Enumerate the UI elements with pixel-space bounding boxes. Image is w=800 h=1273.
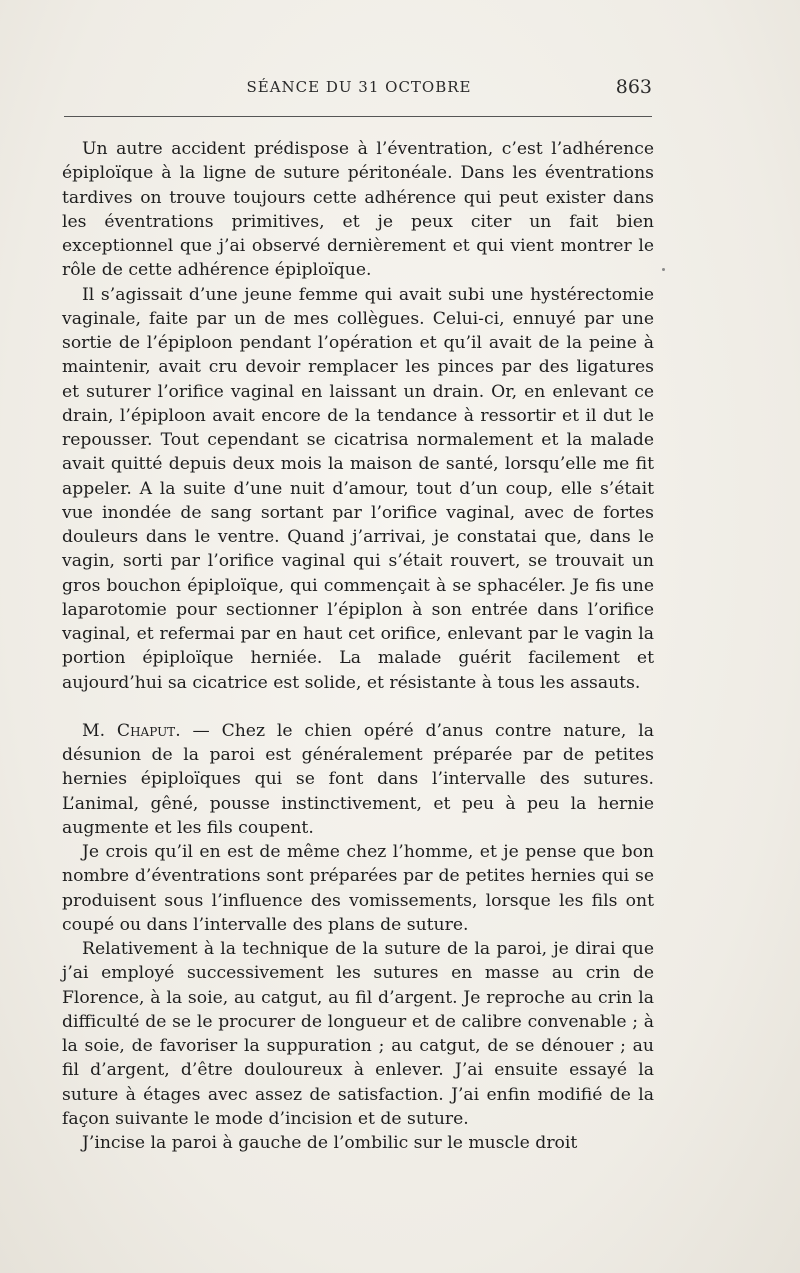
paragraph-3 [62, 719, 654, 840]
paragraph-2: Il s’agissait d’une jeune femme qui avait subi une hystérectomie vaginale, faite par un de mes collègues. Celui-ci, ennuyé par une sortie de l’épiploon pendant l’opération et qu’il avait de la peine à maintenir, avait cru devoir remplacer les pinces par des ligatures et suturer l’orifice vaginal en laissant un drain. Or, en enlevant ce drain, l’épiploon avait encore de la tendance à ressortir et il dut le repousser. Tout cependant se cicatrisa normalement et la malade avait quitté depuis deux mois la maison de santé, lorsqu’elle me fit appeler. A la suite d’une nuit d’amour, tout d’un coup, elle s’était vue inondée de sang sortant par l’orifice vaginal, avec de fortes douleurs dans le ventre. Quand j’arrivai, je constatai que, dans le vagin, sorti par l’orifice vaginal qui s’était rouvert, se trouvait un gros bouchon épiploïque, qui commençait à se sphacéler. Je fis une laparotomie pour sectionner l’épiplon à son entrée dans l’orifice vaginal, et refermai par en haut cet orifice, enlevant par le vagin la portion épiploïque herniée. La malade guérit facilement et aujourd’hui sa cicatrice est solide, et résistante à tous les assauts. [62, 284, 654, 693]
page-number: 863 [615, 76, 652, 98]
running-title: SÉANCE DU 31 OCTOBRE [246, 78, 472, 96]
ink-speck [662, 268, 665, 271]
speaker-name: M. Chaput. [82, 720, 181, 741]
paragraph-4: Je crois qu’il en est de même chez l’homme, et je pense que bon nombre d’éventrations sont préparées par de petites hernies qui se produisent sous l’influence des vomissements, lorsque les fils ont coupé ou dans l’intervalle des plans de suture. [62, 842, 654, 935]
header-rule [64, 116, 652, 117]
paragraph-5: Relativement à la technique de la suture de la paroi, je dirai que j’ai employé successivement les sutures en masse au crin de Florence, à la soie, au catgut, au fil d’argent. Je reproche au crin la difficulté de se le procurer de longueur et de calibre convenable ; à la soie, de favoriser la suppuration ; au catgut, de se dénouer ; au fil d’argent, d’être douloureux à enlever. J’ai ensuite essayé la suture à étages avec assez de satisfaction. J’ai enfin modifié de la façon suivante le mode d’incision et de suture. [62, 939, 654, 1129]
running-header [64, 78, 654, 102]
body-text [62, 137, 654, 1155]
paragraph-6: J’incise la paroi à gauche de l’ombilic sur le muscle droit [82, 1133, 578, 1153]
paragraph-1: Un autre accident prédispose à l’éventration, c’est l’adhérence épiploïque à la ligne de suture péritonéale. Dans les éventrations tardives on trouve toujours cette adhérence qui peut exister dans les éventrations primitives, et je peux citer un fait bien exceptionnel que j’ai observé dernièrement et qui vient montrer le rôle de cette adhérence épiploïque. [62, 139, 654, 281]
paragraph-3-text: — Chez le chien opéré d’anus contre nature, la désunion de la paroi est généralement préparée par de petites hernies épiploïques qui se font dans l’intervalle des sutures. L’animal, gêné, pousse instinctivement, et peu à peu la hernie augmente et les fils coupent. [62, 720, 654, 838]
